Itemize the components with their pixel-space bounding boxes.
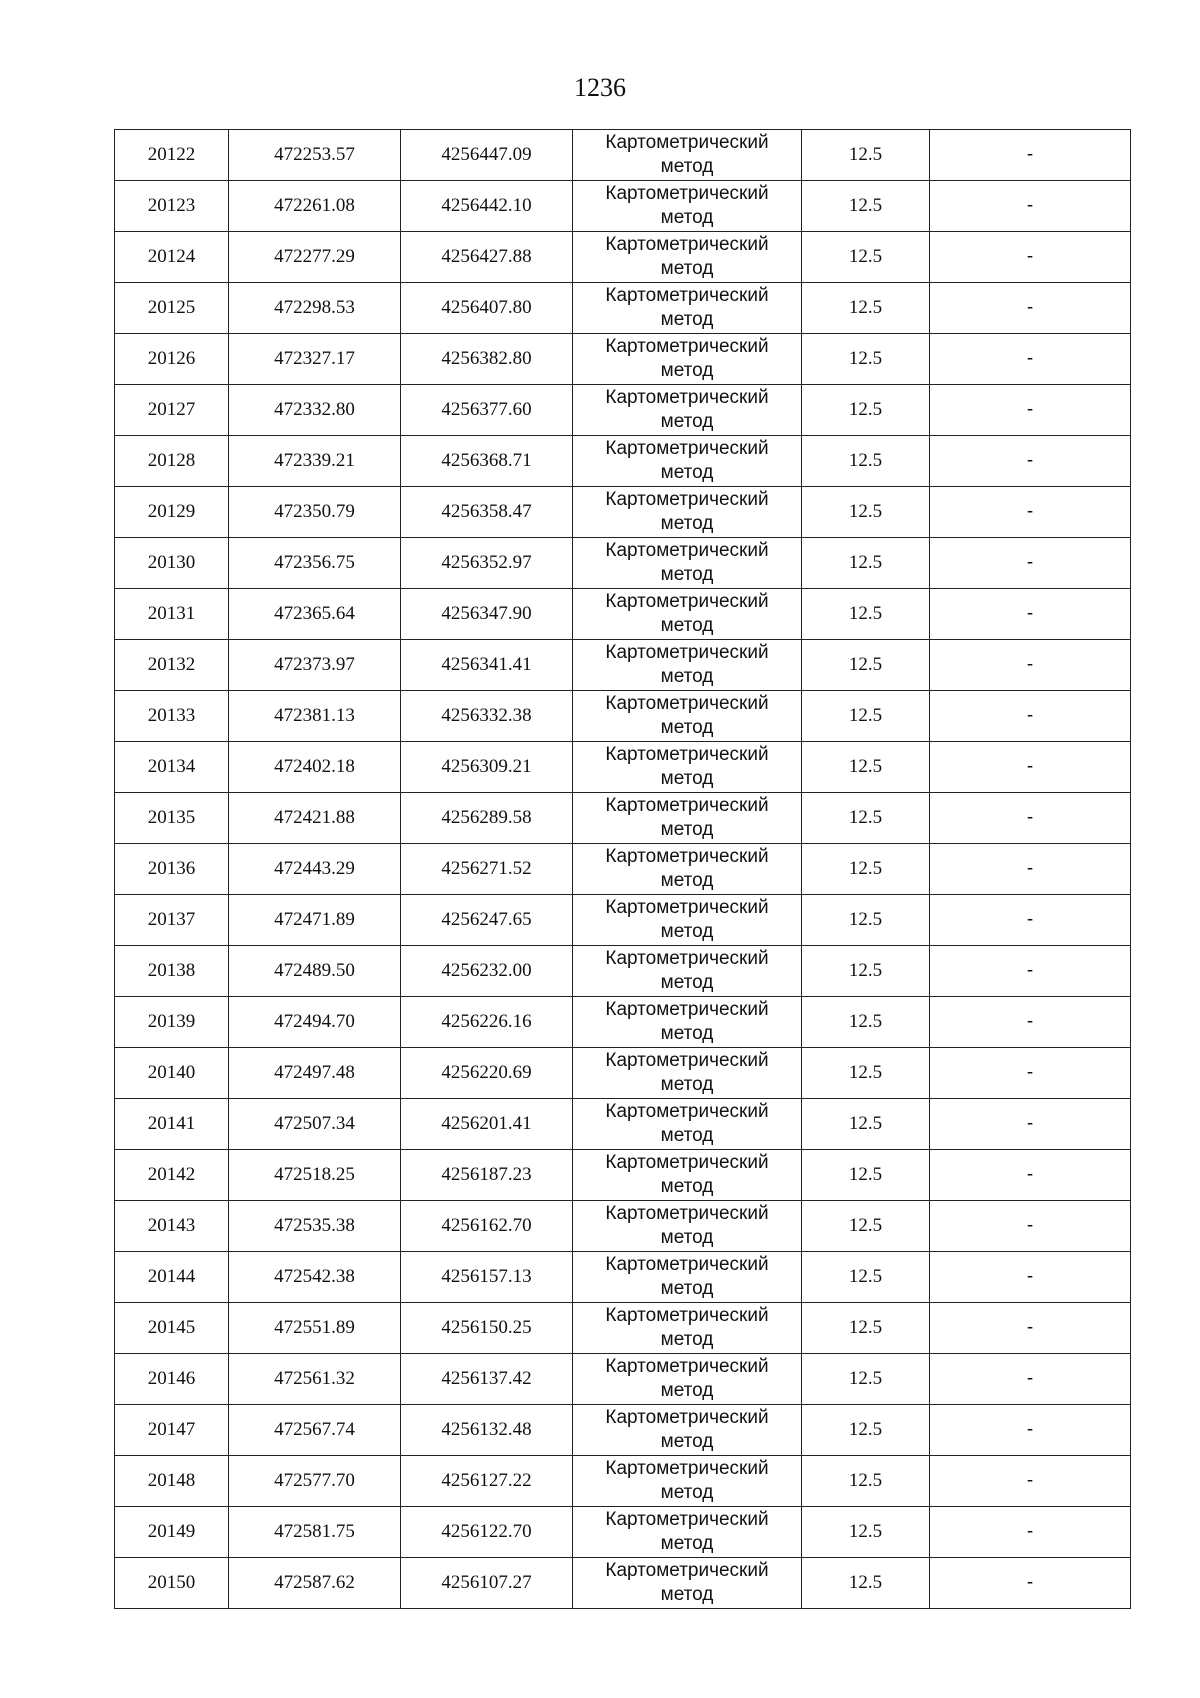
- description-cell: -: [930, 844, 1131, 895]
- method-line-2: метод: [660, 207, 714, 228]
- point-number-cell: 20126: [115, 334, 229, 385]
- y-coordinate-cell: 4256162.70: [401, 1201, 573, 1252]
- method-cell: [573, 1099, 802, 1150]
- method-cell: [573, 691, 802, 742]
- table-row: [115, 589, 1131, 640]
- method-line-1: Картометрический: [605, 1509, 769, 1530]
- method-line-1: Картометрический: [605, 438, 769, 459]
- method-line-1: Картометрический: [605, 744, 769, 765]
- point-number-cell: 20142: [115, 1150, 229, 1201]
- point-number-cell: 20149: [115, 1507, 229, 1558]
- method-cell: [573, 538, 802, 589]
- x-coordinate-cell: 472356.75: [229, 538, 401, 589]
- x-coordinate-cell: 472350.79: [229, 487, 401, 538]
- accuracy-cell: 12.5: [802, 997, 930, 1048]
- method-line-1: Картометрический: [605, 591, 769, 612]
- accuracy-cell: 12.5: [802, 640, 930, 691]
- y-coordinate-cell: 4256122.70: [401, 1507, 573, 1558]
- y-coordinate-cell: 4256352.97: [401, 538, 573, 589]
- accuracy-cell: 12.5: [802, 1303, 930, 1354]
- method-line-1: Картометрический: [605, 1407, 769, 1428]
- method-line-1: Картометрический: [605, 336, 769, 357]
- method-cell: [573, 1252, 802, 1303]
- method-cell: [573, 946, 802, 997]
- method-line-1: Картометрический: [605, 1050, 769, 1071]
- y-coordinate-cell: 4256226.16: [401, 997, 573, 1048]
- accuracy-cell: 12.5: [802, 130, 930, 181]
- accuracy-cell: 12.5: [802, 487, 930, 538]
- table-row: [115, 1303, 1131, 1354]
- method-cell: [573, 1405, 802, 1456]
- table-row: [115, 1405, 1131, 1456]
- y-coordinate-cell: 4256442.10: [401, 181, 573, 232]
- y-coordinate-cell: 4256127.22: [401, 1456, 573, 1507]
- method-line-1: Картометрический: [605, 795, 769, 816]
- method-line-1: Картометрический: [605, 540, 769, 561]
- x-coordinate-cell: 472381.13: [229, 691, 401, 742]
- accuracy-cell: 12.5: [802, 1456, 930, 1507]
- x-coordinate-cell: 472261.08: [229, 181, 401, 232]
- point-number-cell: 20127: [115, 385, 229, 436]
- y-coordinate-cell: 4256368.71: [401, 436, 573, 487]
- point-number-cell: 20150: [115, 1558, 229, 1609]
- table-row: [115, 742, 1131, 793]
- y-coordinate-cell: 4256187.23: [401, 1150, 573, 1201]
- method-line-1: Картометрический: [605, 1152, 769, 1173]
- x-coordinate-cell: 472507.34: [229, 1099, 401, 1150]
- point-number-cell: 20141: [115, 1099, 229, 1150]
- method-cell: [573, 1303, 802, 1354]
- table-row: [115, 895, 1131, 946]
- description-cell: -: [930, 1201, 1131, 1252]
- description-cell: -: [930, 1099, 1131, 1150]
- table-row: [115, 946, 1131, 997]
- method-cell: [573, 1354, 802, 1405]
- table-row: [115, 181, 1131, 232]
- table-row: [115, 1252, 1131, 1303]
- method-line-2: метод: [660, 717, 714, 738]
- x-coordinate-cell: 472373.97: [229, 640, 401, 691]
- method-line-1: Картометрический: [605, 285, 769, 306]
- x-coordinate-cell: 472518.25: [229, 1150, 401, 1201]
- description-cell: -: [930, 895, 1131, 946]
- accuracy-cell: 12.5: [802, 589, 930, 640]
- table-row: [115, 793, 1131, 844]
- method-cell: [573, 997, 802, 1048]
- description-cell: -: [930, 1507, 1131, 1558]
- method-line-1: Картометрический: [605, 1560, 769, 1581]
- table-row: [115, 487, 1131, 538]
- point-number-cell: 20125: [115, 283, 229, 334]
- accuracy-cell: 12.5: [802, 181, 930, 232]
- description-cell: -: [930, 436, 1131, 487]
- point-number-cell: 20148: [115, 1456, 229, 1507]
- table-row: [115, 232, 1131, 283]
- x-coordinate-cell: 472581.75: [229, 1507, 401, 1558]
- method-cell: [573, 1150, 802, 1201]
- page-number: 1236: [574, 73, 626, 102]
- description-cell: -: [930, 1558, 1131, 1609]
- method-cell: [573, 487, 802, 538]
- y-coordinate-cell: 4256358.47: [401, 487, 573, 538]
- x-coordinate-cell: 472551.89: [229, 1303, 401, 1354]
- point-number-cell: 20146: [115, 1354, 229, 1405]
- method-cell: [573, 130, 802, 181]
- method-line-2: метод: [660, 1278, 714, 1299]
- method-line-2: метод: [660, 1482, 714, 1503]
- table-row: [115, 997, 1131, 1048]
- description-cell: -: [930, 130, 1131, 181]
- accuracy-cell: 12.5: [802, 334, 930, 385]
- y-coordinate-cell: 4256427.88: [401, 232, 573, 283]
- description-cell: -: [930, 691, 1131, 742]
- y-coordinate-cell: 4256137.42: [401, 1354, 573, 1405]
- description-cell: -: [930, 1354, 1131, 1405]
- point-number-cell: 20131: [115, 589, 229, 640]
- table-row: [115, 691, 1131, 742]
- table-row: [115, 334, 1131, 385]
- x-coordinate-cell: 472497.48: [229, 1048, 401, 1099]
- description-cell: -: [930, 997, 1131, 1048]
- x-coordinate-cell: 472365.64: [229, 589, 401, 640]
- x-coordinate-cell: 472253.57: [229, 130, 401, 181]
- point-number-cell: 20136: [115, 844, 229, 895]
- y-coordinate-cell: 4256220.69: [401, 1048, 573, 1099]
- point-number-cell: 20143: [115, 1201, 229, 1252]
- method-line-2: метод: [660, 564, 714, 585]
- coordinates-table: [114, 129, 1131, 1609]
- table-row: [115, 640, 1131, 691]
- method-cell: [573, 895, 802, 946]
- accuracy-cell: 12.5: [802, 1558, 930, 1609]
- accuracy-cell: 12.5: [802, 1099, 930, 1150]
- table-row: [115, 283, 1131, 334]
- description-cell: -: [930, 487, 1131, 538]
- description-cell: -: [930, 742, 1131, 793]
- method-line-2: метод: [660, 1380, 714, 1401]
- method-cell: [573, 640, 802, 691]
- method-line-1: Картометрический: [605, 897, 769, 918]
- x-coordinate-cell: 472298.53: [229, 283, 401, 334]
- x-coordinate-cell: 472277.29: [229, 232, 401, 283]
- point-number-cell: 20134: [115, 742, 229, 793]
- description-cell: -: [930, 283, 1131, 334]
- method-cell: [573, 232, 802, 283]
- accuracy-cell: 12.5: [802, 385, 930, 436]
- method-line-1: Картометрический: [605, 1305, 769, 1326]
- accuracy-cell: 12.5: [802, 691, 930, 742]
- x-coordinate-cell: 472339.21: [229, 436, 401, 487]
- method-line-2: метод: [660, 768, 714, 789]
- y-coordinate-cell: 4256407.80: [401, 283, 573, 334]
- description-cell: -: [930, 793, 1131, 844]
- description-cell: -: [930, 334, 1131, 385]
- point-number-cell: 20130: [115, 538, 229, 589]
- method-cell: [573, 181, 802, 232]
- point-number-cell: 20137: [115, 895, 229, 946]
- table-row: [115, 385, 1131, 436]
- method-cell: [573, 742, 802, 793]
- method-line-1: Картометрический: [605, 1458, 769, 1479]
- table-row: [115, 538, 1131, 589]
- x-coordinate-cell: 472402.18: [229, 742, 401, 793]
- x-coordinate-cell: 472471.89: [229, 895, 401, 946]
- accuracy-cell: 12.5: [802, 538, 930, 589]
- y-coordinate-cell: 4256132.48: [401, 1405, 573, 1456]
- x-coordinate-cell: 472489.50: [229, 946, 401, 997]
- method-line-2: метод: [660, 1431, 714, 1452]
- point-number-cell: 20124: [115, 232, 229, 283]
- method-line-2: метод: [660, 1125, 714, 1146]
- method-line-2: метод: [660, 258, 714, 279]
- table-row: [115, 1099, 1131, 1150]
- accuracy-cell: 12.5: [802, 232, 930, 283]
- x-coordinate-cell: 472421.88: [229, 793, 401, 844]
- method-line-2: метод: [660, 1329, 714, 1350]
- y-coordinate-cell: 4256271.52: [401, 844, 573, 895]
- x-coordinate-cell: 472577.70: [229, 1456, 401, 1507]
- method-cell: [573, 589, 802, 640]
- x-coordinate-cell: 472443.29: [229, 844, 401, 895]
- table-row: [115, 436, 1131, 487]
- method-line-1: Картометрический: [605, 999, 769, 1020]
- point-number-cell: 20144: [115, 1252, 229, 1303]
- method-line-1: Картометрический: [605, 132, 769, 153]
- point-number-cell: 20140: [115, 1048, 229, 1099]
- description-cell: -: [930, 1456, 1131, 1507]
- method-line-2: метод: [660, 1023, 714, 1044]
- description-cell: -: [930, 385, 1131, 436]
- x-coordinate-cell: 472587.62: [229, 1558, 401, 1609]
- x-coordinate-cell: 472542.38: [229, 1252, 401, 1303]
- method-cell: [573, 1507, 802, 1558]
- description-cell: -: [930, 1303, 1131, 1354]
- method-line-1: Картометрический: [605, 693, 769, 714]
- description-cell: -: [930, 1252, 1131, 1303]
- description-cell: -: [930, 946, 1131, 997]
- method-line-2: метод: [660, 1074, 714, 1095]
- y-coordinate-cell: 4256157.13: [401, 1252, 573, 1303]
- point-number-cell: 20122: [115, 130, 229, 181]
- accuracy-cell: 12.5: [802, 844, 930, 895]
- y-coordinate-cell: 4256447.09: [401, 130, 573, 181]
- y-coordinate-cell: 4256341.41: [401, 640, 573, 691]
- method-line-2: метод: [660, 1584, 714, 1605]
- method-cell: [573, 1201, 802, 1252]
- description-cell: -: [930, 1048, 1131, 1099]
- method-line-2: метод: [660, 513, 714, 534]
- x-coordinate-cell: 472567.74: [229, 1405, 401, 1456]
- table-row: [115, 1558, 1131, 1609]
- method-line-1: Картометрический: [605, 387, 769, 408]
- y-coordinate-cell: 4256347.90: [401, 589, 573, 640]
- accuracy-cell: 12.5: [802, 1354, 930, 1405]
- method-line-2: метод: [660, 615, 714, 636]
- x-coordinate-cell: 472332.80: [229, 385, 401, 436]
- x-coordinate-cell: 472561.32: [229, 1354, 401, 1405]
- description-cell: -: [930, 1150, 1131, 1201]
- method-line-2: метод: [660, 972, 714, 993]
- accuracy-cell: 12.5: [802, 1252, 930, 1303]
- y-coordinate-cell: 4256382.80: [401, 334, 573, 385]
- method-cell: [573, 436, 802, 487]
- table-row: [115, 1456, 1131, 1507]
- x-coordinate-cell: 472327.17: [229, 334, 401, 385]
- y-coordinate-cell: 4256107.27: [401, 1558, 573, 1609]
- method-cell: [573, 1558, 802, 1609]
- point-number-cell: 20128: [115, 436, 229, 487]
- method-line-1: Картометрический: [605, 234, 769, 255]
- accuracy-cell: 12.5: [802, 742, 930, 793]
- y-coordinate-cell: 4256247.65: [401, 895, 573, 946]
- table-body: [115, 130, 1131, 1609]
- method-line-2: метод: [660, 819, 714, 840]
- point-number-cell: 20145: [115, 1303, 229, 1354]
- point-number-cell: 20135: [115, 793, 229, 844]
- accuracy-cell: 12.5: [802, 793, 930, 844]
- method-line-2: метод: [660, 462, 714, 483]
- method-line-1: Картометрический: [605, 183, 769, 204]
- x-coordinate-cell: 472494.70: [229, 997, 401, 1048]
- description-cell: -: [930, 589, 1131, 640]
- point-number-cell: 20147: [115, 1405, 229, 1456]
- table-row: [115, 1048, 1131, 1099]
- method-line-2: метод: [660, 666, 714, 687]
- table-row: [115, 1507, 1131, 1558]
- description-cell: -: [930, 232, 1131, 283]
- point-number-cell: 20133: [115, 691, 229, 742]
- method-line-1: Картометрический: [605, 846, 769, 867]
- description-cell: -: [930, 538, 1131, 589]
- accuracy-cell: 12.5: [802, 895, 930, 946]
- method-cell: [573, 1048, 802, 1099]
- table-row: [115, 844, 1131, 895]
- accuracy-cell: 12.5: [802, 283, 930, 334]
- method-line-1: Картометрический: [605, 489, 769, 510]
- x-coordinate-cell: 472535.38: [229, 1201, 401, 1252]
- method-line-2: метод: [660, 1176, 714, 1197]
- accuracy-cell: 12.5: [802, 946, 930, 997]
- method-cell: [573, 793, 802, 844]
- method-cell: [573, 844, 802, 895]
- method-cell: [573, 334, 802, 385]
- table-row: [115, 1354, 1131, 1405]
- method-line-2: метод: [660, 1533, 714, 1554]
- description-cell: -: [930, 181, 1131, 232]
- point-number-cell: 20132: [115, 640, 229, 691]
- method-line-1: Картометрический: [605, 1101, 769, 1122]
- method-line-2: метод: [660, 921, 714, 942]
- method-cell: [573, 1456, 802, 1507]
- y-coordinate-cell: 4256289.58: [401, 793, 573, 844]
- y-coordinate-cell: 4256332.38: [401, 691, 573, 742]
- method-line-2: метод: [660, 360, 714, 381]
- method-cell: [573, 283, 802, 334]
- description-cell: -: [930, 640, 1131, 691]
- method-line-2: метод: [660, 870, 714, 891]
- y-coordinate-cell: 4256232.00: [401, 946, 573, 997]
- accuracy-cell: 12.5: [802, 436, 930, 487]
- y-coordinate-cell: 4256150.25: [401, 1303, 573, 1354]
- accuracy-cell: 12.5: [802, 1405, 930, 1456]
- table-row: [115, 1150, 1131, 1201]
- accuracy-cell: 12.5: [802, 1150, 930, 1201]
- method-line-1: Картометрический: [605, 642, 769, 663]
- y-coordinate-cell: 4256309.21: [401, 742, 573, 793]
- method-line-1: Картометрический: [605, 948, 769, 969]
- method-line-2: метод: [660, 411, 714, 432]
- point-number-cell: 20138: [115, 946, 229, 997]
- point-number-cell: 20139: [115, 997, 229, 1048]
- table-row: [115, 1201, 1131, 1252]
- method-line-2: метод: [660, 1227, 714, 1248]
- point-number-cell: 20129: [115, 487, 229, 538]
- accuracy-cell: 12.5: [802, 1201, 930, 1252]
- method-line-1: Картометрический: [605, 1254, 769, 1275]
- y-coordinate-cell: 4256377.60: [401, 385, 573, 436]
- method-line-2: метод: [660, 309, 714, 330]
- table-row: [115, 130, 1131, 181]
- description-cell: -: [930, 1405, 1131, 1456]
- accuracy-cell: 12.5: [802, 1048, 930, 1099]
- point-number-cell: 20123: [115, 181, 229, 232]
- accuracy-cell: 12.5: [802, 1507, 930, 1558]
- method-line-2: метод: [660, 156, 714, 177]
- y-coordinate-cell: 4256201.41: [401, 1099, 573, 1150]
- method-line-1: Картометрический: [605, 1356, 769, 1377]
- method-line-1: Картометрический: [605, 1203, 769, 1224]
- method-cell: [573, 385, 802, 436]
